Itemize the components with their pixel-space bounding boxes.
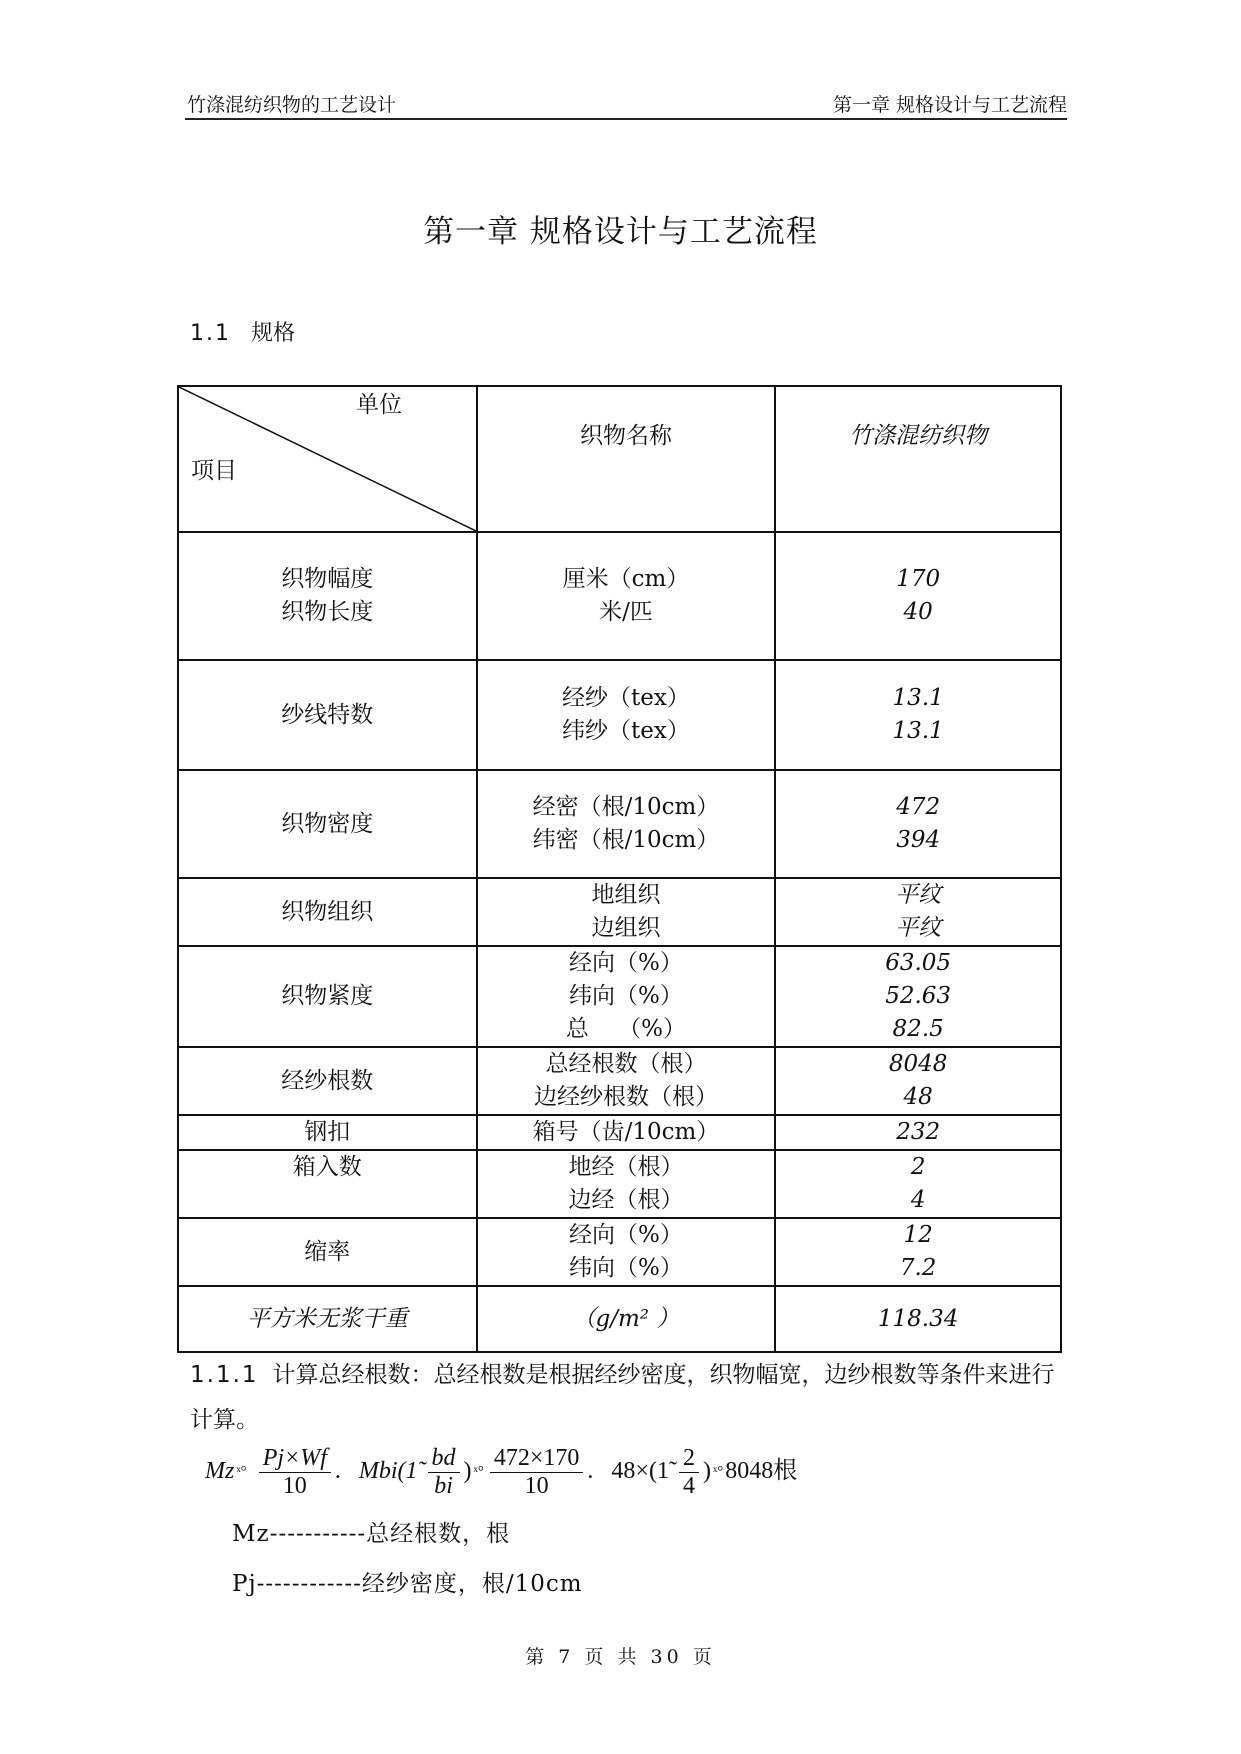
- section-number: 1.1: [190, 321, 231, 346]
- table-row: 织物幅度 织物长度 厘米（cm） 米/匹 170 40: [178, 532, 1061, 660]
- corner-unit-label: 单位: [356, 392, 402, 418]
- header-right: 第一章 规格设计与工艺流程: [832, 94, 1067, 116]
- header-fabric-value: 竹涤混纺织物: [775, 386, 1061, 532]
- spec-table: [177, 385, 1062, 1353]
- definition-pj: Pj------------经纱密度，根/10cm: [232, 1571, 583, 1597]
- table-row: 平方米无浆干重 （g/m² ） 118.34: [178, 1286, 1061, 1352]
- table-row: 织物紧度 经向（%） 纬向（%） 总 （%） 63.05 52.63 82.5: [178, 946, 1061, 1047]
- table-row: 箱入数 地经（根） 边经（根） 2 4: [178, 1150, 1061, 1218]
- section-label: 规格: [251, 321, 296, 346]
- section-title: [190, 316, 295, 347]
- header-fabric-name: 织物名称: [477, 386, 776, 532]
- table-row: 缩率 经向（%） 纬向（%） 12 7.2: [178, 1218, 1061, 1286]
- definition-mz: Mz-----------总经根数，根: [232, 1521, 511, 1547]
- running-header: [185, 88, 1067, 120]
- chapter-title: 第一章 规格设计与工艺流程: [423, 214, 818, 250]
- paragraph-1-1-1: [190, 1353, 1068, 1443]
- page-footer: 第 7 页 共 30 页: [525, 1646, 716, 1668]
- corner-item-label: 项目: [191, 458, 237, 484]
- paragraph-number: 1.1.1: [190, 1362, 259, 1388]
- header-left: 竹涤混纺织物的工艺设计: [187, 94, 397, 116]
- table-header-row: [178, 386, 1061, 532]
- formula: Mz ˣ° $\frac{Pj\times Wf}{10}$ . Mbi(1̃ $\frac{bd}{bi}$ ) ˣ° $\frac{472\times 170}{10}$ . 48×(1̃ $\frac{2}{4}$ ) ˣ°8048根: [205, 1445, 798, 1499]
- table-row: 织物组织 地组织 边组织 平纹 平纹: [178, 878, 1061, 946]
- corner-cell: [178, 386, 477, 532]
- paragraph-text: 计算总经根数：总经根数是根据经纱密度，织物幅宽，边纱根数等条件来进行计算。: [190, 1362, 1055, 1433]
- table-row: 钢扣 箱号（齿/10cm） 232: [178, 1115, 1061, 1150]
- table-row: 织物密度 经密（根/10cm） 纬密（根/10cm） 472 394: [178, 770, 1061, 878]
- table-row: 经纱根数 总经根数（根） 边经纱根数（根） 8048 48: [178, 1047, 1061, 1115]
- table-row: 纱线特数 经纱（tex） 纬纱（tex） 13.1 13.1: [178, 660, 1061, 770]
